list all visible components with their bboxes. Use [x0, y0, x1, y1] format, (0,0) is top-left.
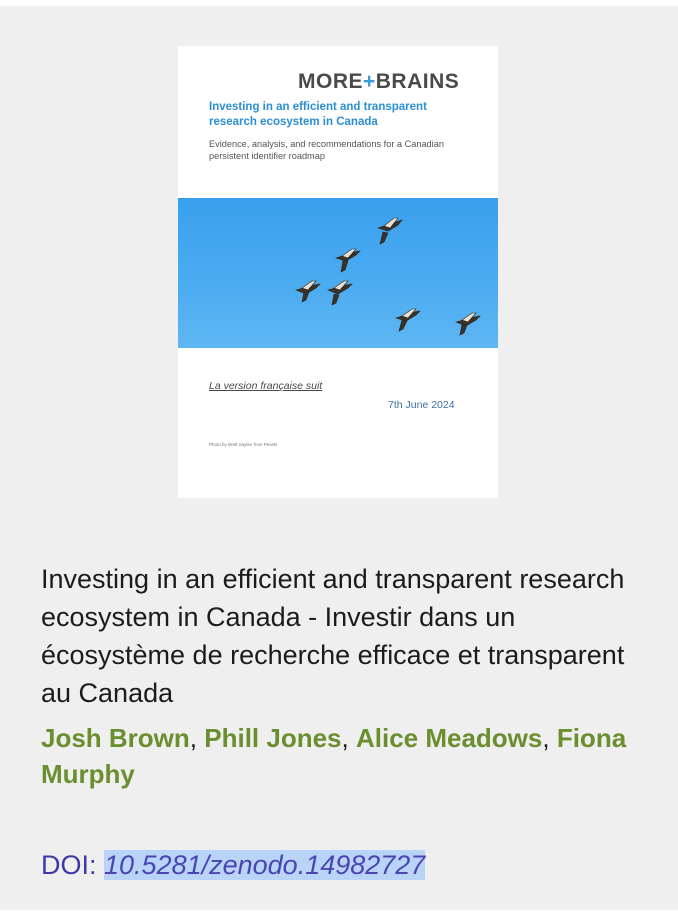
author-separator: , [341, 723, 356, 753]
publication-title[interactable]: Investing in an efficient and transparent research ecosystem in Canada - Investir dans un écosystème de recherche efficace et transparent au Canada [41, 564, 625, 708]
cover-subtitle: Evidence, analysis, and recommendations for a Canadian persistent identifier roadmap [209, 139, 444, 161]
author-separator: , [542, 723, 557, 753]
author-separator: , [189, 723, 205, 753]
doi-link[interactable]: 10.5281/zenodo.14982727 [104, 850, 426, 880]
report-cover-image[interactable] [178, 46, 498, 498]
morebrains-logo: MORE+BRAINS [298, 70, 460, 93]
cover-title: Investing in an efficient and transparent research ecosystem in Canada [209, 101, 427, 128]
photo-credit: Photo by Brett Sayles from Pexels [209, 442, 278, 447]
publication-card [0, 6, 678, 910]
doi-label: DOI: [41, 850, 105, 880]
author-link[interactable]: Josh Brown [41, 723, 190, 753]
french-version-note: La version française suit [209, 380, 323, 392]
doi-line [41, 846, 425, 884]
author-link[interactable]: Phill Jones [204, 723, 342, 753]
author-link[interactable]: Fiona Murphy [41, 723, 627, 789]
flying-geese-illustration [178, 198, 498, 348]
geese-photo [178, 198, 498, 348]
author-link[interactable]: Alice Meadows [355, 723, 543, 753]
cover-date: 7th June 2024 [388, 399, 455, 411]
author-list [41, 720, 641, 792]
